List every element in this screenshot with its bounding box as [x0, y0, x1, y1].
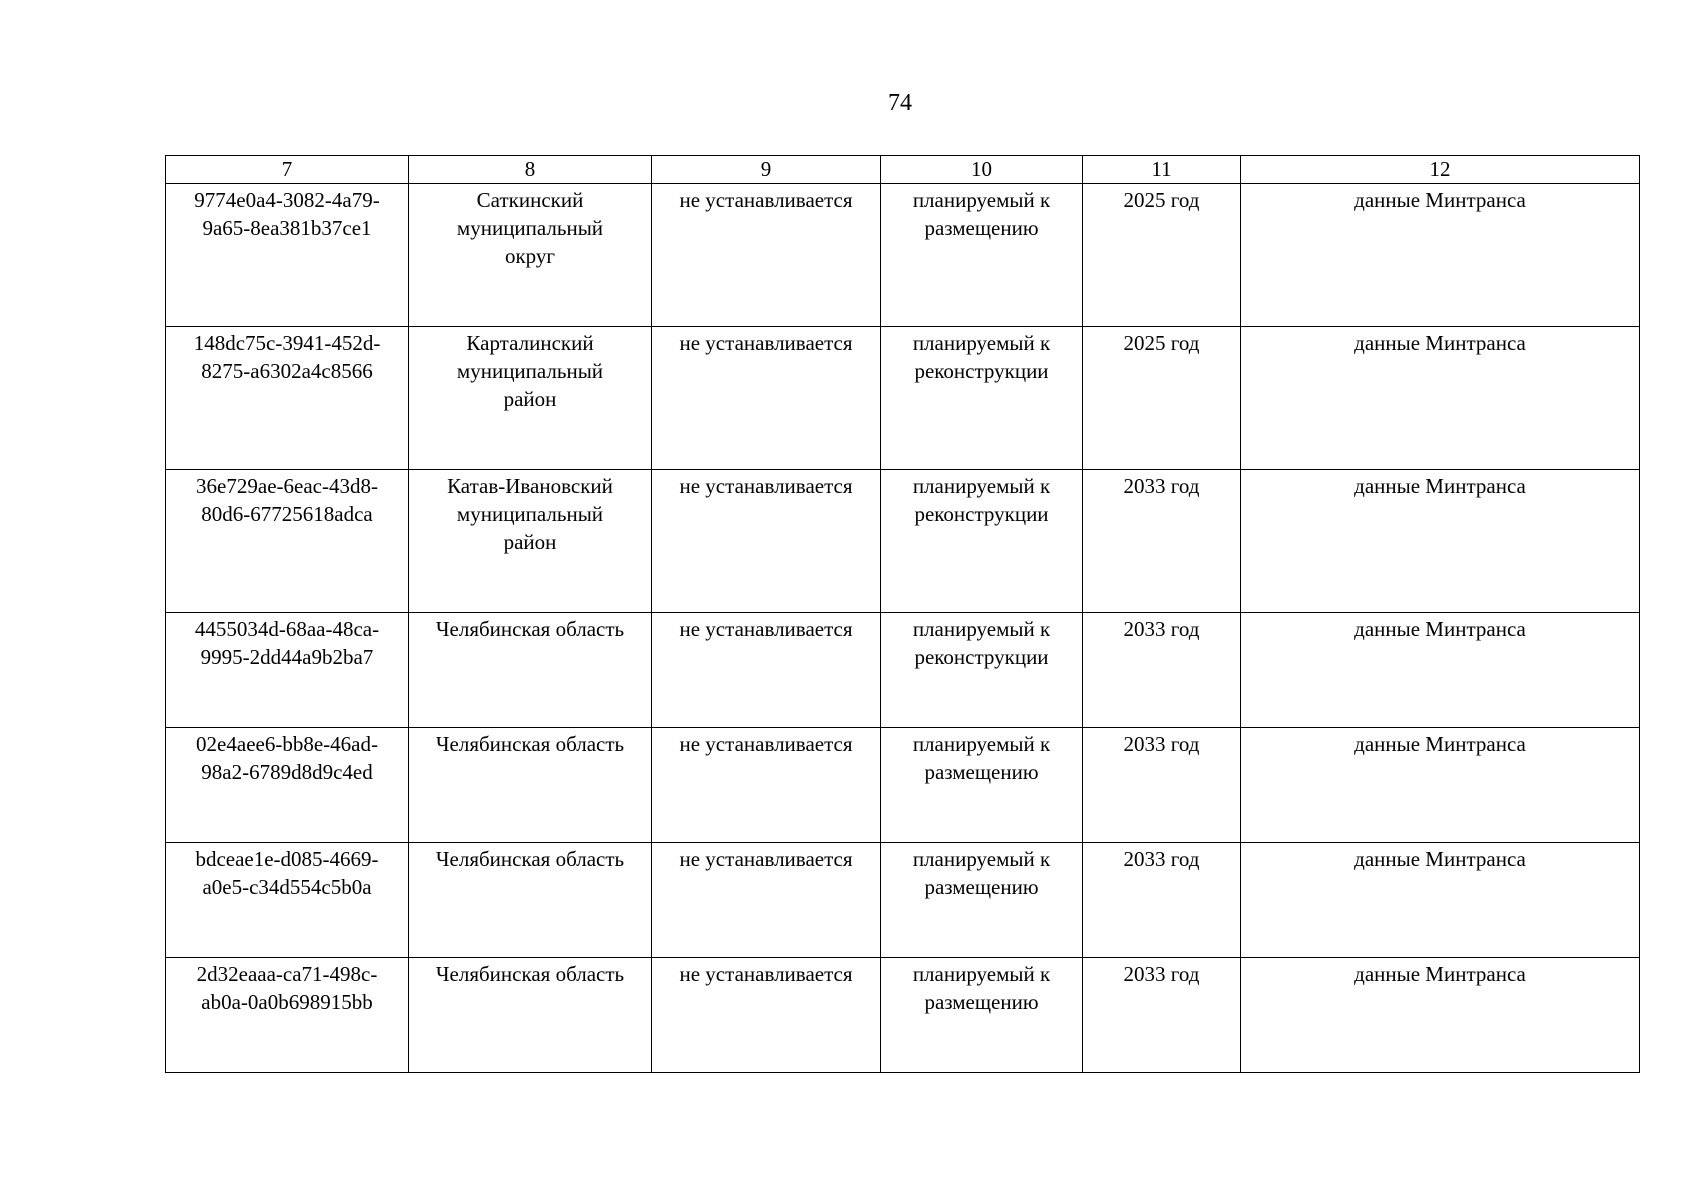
status-line: планируемый к	[912, 962, 1051, 986]
zone-cell: не устанавливается	[652, 728, 881, 843]
status-line: размещению	[924, 875, 1039, 899]
id-line: 02e4aee6-bb8e-46ad-	[196, 732, 378, 756]
id-line: a0e5-c34d554c5b0a	[202, 875, 372, 899]
status-cell	[881, 327, 1083, 470]
column-header-8: 8	[409, 156, 652, 184]
year-cell: 2033 год	[1083, 728, 1241, 843]
territory-cell	[409, 327, 652, 470]
source-cell: данные Минтранса	[1241, 728, 1640, 843]
page-number: 74	[888, 90, 912, 116]
territory-line: Челябинская область	[435, 847, 625, 871]
status-line: реконструкции	[914, 645, 1049, 669]
column-header-10: 10	[881, 156, 1083, 184]
column-header-11: 11	[1083, 156, 1241, 184]
id-cell	[166, 327, 409, 470]
territory-line: район	[503, 530, 557, 554]
status-line: размещению	[924, 216, 1039, 240]
source-cell: данные Минтранса	[1241, 958, 1640, 1073]
id-line: 98a2-6789d8d9c4ed	[201, 760, 373, 784]
table-row	[166, 843, 1640, 958]
territory-cell	[409, 728, 652, 843]
status-cell	[881, 728, 1083, 843]
id-cell	[166, 470, 409, 613]
source-cell: данные Минтранса	[1241, 613, 1640, 728]
status-cell	[881, 958, 1083, 1073]
id-cell	[166, 728, 409, 843]
id-line: bdceae1e-d085-4669-	[195, 847, 379, 871]
id-line: 148dc75c-3941-452d-	[193, 331, 381, 355]
territory-cell	[409, 843, 652, 958]
territory-line: Челябинская область	[435, 617, 625, 641]
id-line: 80d6-67725618adca	[201, 502, 373, 526]
year-cell: 2033 год	[1083, 470, 1241, 613]
id-cell	[166, 184, 409, 327]
status-cell	[881, 613, 1083, 728]
territory-cell	[409, 958, 652, 1073]
id-cell	[166, 958, 409, 1073]
status-cell	[881, 843, 1083, 958]
territory-line: Карталинский	[466, 331, 594, 355]
status-line: реконструкции	[914, 502, 1049, 526]
territory-cell	[409, 184, 652, 327]
source-cell: данные Минтранса	[1241, 470, 1640, 613]
table-row	[166, 470, 1640, 613]
status-line: планируемый к	[912, 617, 1051, 641]
status-line: планируемый к	[912, 188, 1051, 212]
status-line: планируемый к	[912, 331, 1051, 355]
territory-line: Саткинский	[476, 188, 584, 212]
zone-cell: не устанавливается	[652, 958, 881, 1073]
table-row	[166, 184, 1640, 327]
id-line: 8275-a6302a4c8566	[201, 359, 373, 383]
territory-line: район	[503, 387, 557, 411]
column-header-7: 7	[166, 156, 409, 184]
header-row	[166, 156, 1640, 184]
status-line: размещению	[924, 760, 1039, 784]
id-line: 36e729ae-6eac-43d8-	[196, 474, 378, 498]
status-line: реконструкции	[914, 359, 1049, 383]
year-cell: 2025 год	[1083, 327, 1241, 470]
table-row	[166, 613, 1640, 728]
source-cell: данные Минтранса	[1241, 843, 1640, 958]
table-row	[166, 958, 1640, 1073]
year-cell: 2033 год	[1083, 613, 1241, 728]
id-line: 4455034d-68aa-48ca-	[194, 617, 380, 641]
zone-cell: не устанавливается	[652, 184, 881, 327]
year-cell: 2033 год	[1083, 843, 1241, 958]
status-line: размещению	[924, 990, 1039, 1014]
status-cell	[881, 470, 1083, 613]
id-line: ab0a-0a0b698915bb	[201, 990, 373, 1014]
id-line: 9774e0a4-3082-4a79-	[194, 188, 380, 212]
zone-cell: не устанавливается	[652, 843, 881, 958]
territory-cell	[409, 470, 652, 613]
id-line: 2d32eaaa-ca71-498c-	[196, 962, 378, 986]
territory-line: муниципальный	[456, 216, 604, 240]
territory-line: Челябинская область	[435, 962, 625, 986]
id-line: 9995-2dd44a9b2ba7	[200, 645, 374, 669]
id-line: 9a65-8ea381b37ce1	[202, 216, 372, 240]
source-cell: данные Минтранса	[1241, 327, 1640, 470]
source-cell: данные Минтранса	[1241, 184, 1640, 327]
column-header-12: 12	[1241, 156, 1640, 184]
territory-cell	[409, 613, 652, 728]
id-cell	[166, 843, 409, 958]
status-line: планируемый к	[912, 474, 1051, 498]
status-cell	[881, 184, 1083, 327]
zone-cell: не устанавливается	[652, 327, 881, 470]
status-line: планируемый к	[912, 847, 1051, 871]
territory-line: муниципальный	[456, 359, 604, 383]
territory-line: Катав-Ивановский	[447, 474, 613, 498]
territory-line: Челябинская область	[435, 732, 625, 756]
territory-line: муниципальный	[456, 502, 604, 526]
zone-cell: не устанавливается	[652, 613, 881, 728]
id-cell	[166, 613, 409, 728]
table-row	[166, 327, 1640, 470]
zone-cell: не устанавливается	[652, 470, 881, 613]
year-cell: 2025 год	[1083, 184, 1241, 327]
table-row	[166, 728, 1640, 843]
data-table	[165, 155, 1640, 1073]
column-header-9: 9	[652, 156, 881, 184]
status-line: планируемый к	[912, 732, 1051, 756]
year-cell: 2033 год	[1083, 958, 1241, 1073]
territory-line: округ	[504, 244, 556, 268]
